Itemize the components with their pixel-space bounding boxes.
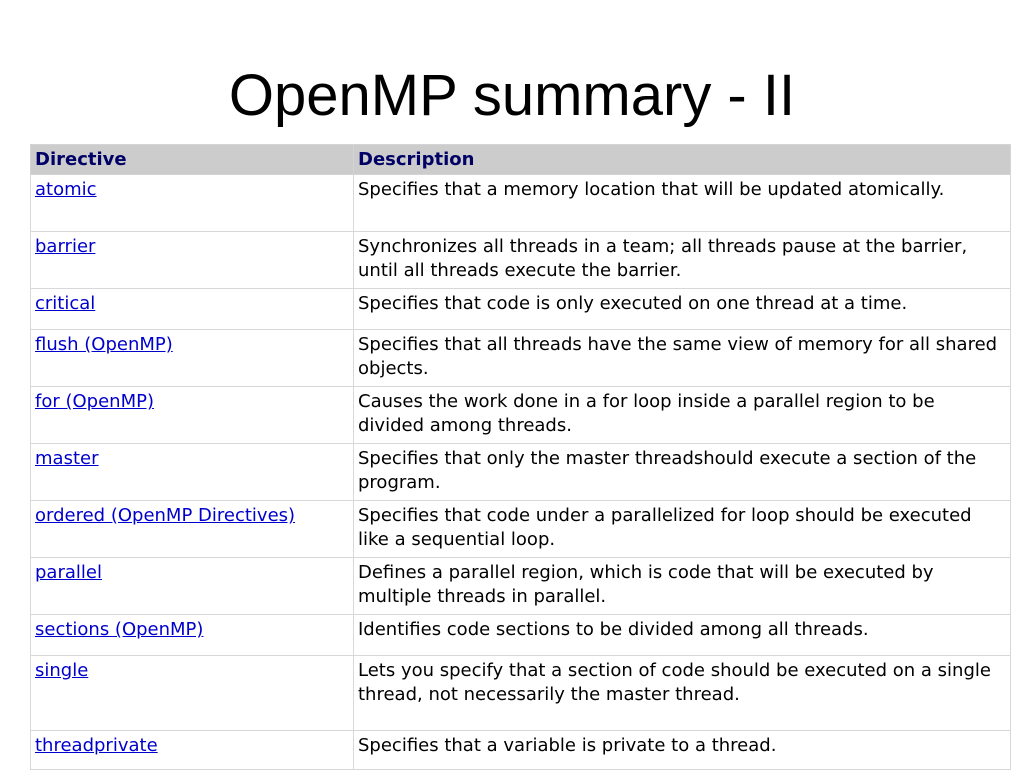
directive-link-master[interactable]: master [35, 448, 99, 469]
directive-link-for[interactable]: for (OpenMP) [35, 391, 154, 412]
directive-link-threadprivate[interactable]: threadprivate [35, 735, 158, 756]
directive-cell [31, 330, 354, 387]
directive-cell [31, 387, 354, 444]
description-cell: Defines a parallel region, which is code that will be executed by multiple threads in parallel. [354, 558, 1011, 615]
slide-title: OpenMP summary - II [228, 63, 796, 128]
directive-link-single[interactable]: single [35, 660, 89, 681]
table-row [31, 731, 1011, 770]
directive-cell [31, 444, 354, 501]
directive-cell [31, 175, 354, 232]
table-row [31, 656, 1011, 731]
table-row [31, 232, 1011, 289]
directive-link-sections[interactable]: sections (OpenMP) [35, 619, 204, 640]
directive-cell [31, 656, 354, 731]
description-cell: Specifies that all threads have the same view of memory for all shared objects. [354, 330, 1011, 387]
table-row [31, 387, 1011, 444]
directive-cell [31, 289, 354, 330]
column-header-directive: Directive [31, 145, 354, 175]
table-row [31, 289, 1011, 330]
directive-link-flush[interactable]: flush (OpenMP) [35, 334, 173, 355]
table-row [31, 558, 1011, 615]
table-row [31, 615, 1011, 656]
description-cell: Synchronizes all threads in a team; all threads pause at the barrier, until all threads execute the barrier. [354, 232, 1011, 289]
directive-cell [31, 558, 354, 615]
directive-cell [31, 731, 354, 770]
description-cell: Causes the work done in a for loop inside a parallel region to be divided among threads. [354, 387, 1011, 444]
directive-link-parallel[interactable]: parallel [35, 562, 102, 583]
description-cell: Specifies that a memory location that will be updated atomically. [354, 175, 1011, 232]
table-row [31, 175, 1011, 232]
directive-cell [31, 615, 354, 656]
directive-link-critical[interactable]: critical [35, 293, 96, 314]
table-row [31, 501, 1011, 558]
description-cell: Specifies that code under a parallelized for loop should be executed like a sequential loop. [354, 501, 1011, 558]
description-cell: Specifies that code is only executed on one thread at a time. [354, 289, 1011, 330]
table-row [31, 330, 1011, 387]
directives-table [30, 144, 1011, 770]
directive-cell [31, 501, 354, 558]
table-row [31, 444, 1011, 501]
description-cell: Specifies that only the master threadshould execute a section of the program. [354, 444, 1011, 501]
description-cell: Specifies that a variable is private to a thread. [354, 731, 1011, 770]
table-header-row [31, 145, 1011, 175]
directive-link-ordered[interactable]: ordered (OpenMP Directives) [35, 505, 296, 526]
directive-link-atomic[interactable]: atomic [35, 179, 97, 200]
directive-cell [31, 232, 354, 289]
description-cell: Identifies code sections to be divided among all threads. [354, 615, 1011, 656]
description-cell: Lets you specify that a section of code should be executed on a single thread, not necessarily the master thread. [354, 656, 1011, 731]
directive-link-barrier[interactable]: barrier [35, 236, 96, 257]
column-header-description: Description [354, 145, 1011, 175]
